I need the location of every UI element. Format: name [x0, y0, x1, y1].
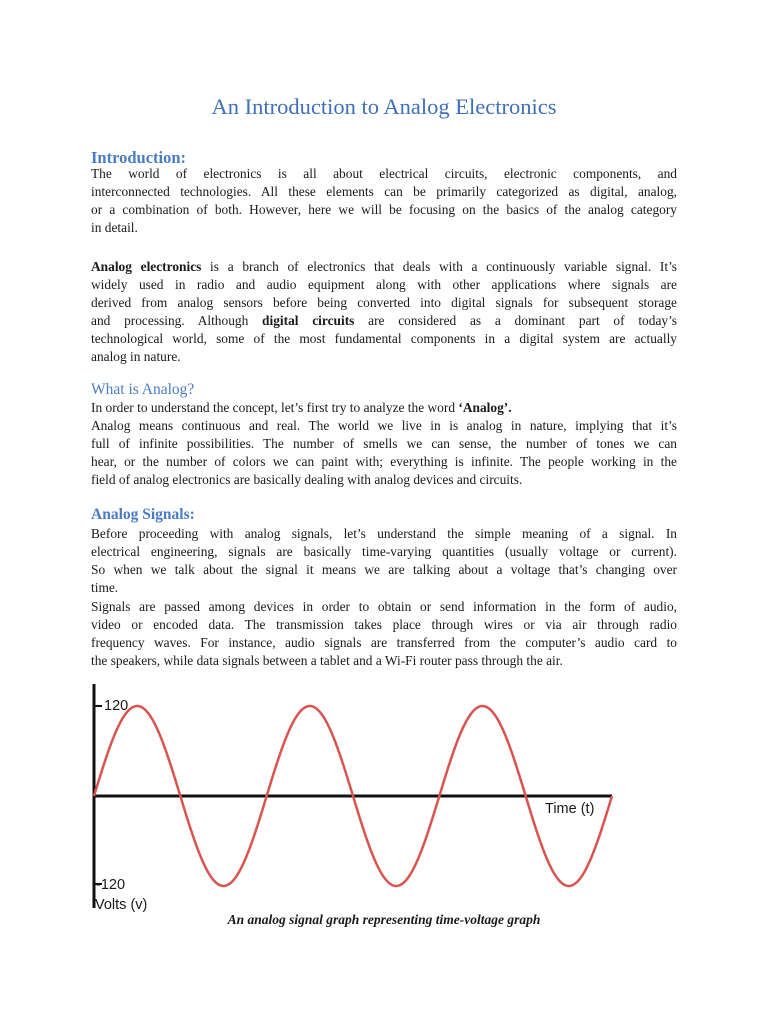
introduction-heading: Introduction: [91, 148, 187, 167]
analog-electronics-paragraph [91, 258, 677, 365]
analog-signals-paragraph-2 [91, 598, 677, 670]
x-axis-label: Time (t) [545, 801, 595, 817]
text-line: interconnected technologies. All these elements can be primarily categorized as digital, analog, [91, 183, 677, 199]
text-line: The world of electronics is all about electrical circuits, electronic components, and [91, 166, 677, 181]
bold-term: digital circuits [262, 312, 355, 328]
page-title: An Introduction to Analog Electronics [211, 94, 557, 119]
y-tick-label-top: 120 [104, 698, 129, 714]
text-line: and processing. Although digital circuits are considered as a dominant part of today’s [91, 312, 678, 328]
text-line: Analog electronics is a branch of electronics that deals with a continuously variable signal. It’s [91, 259, 677, 274]
bold-term: Analog electronics [91, 259, 202, 274]
text-line: In order to understand the concept, let’s first try to analyze the word ‘Analog’. [91, 400, 512, 415]
bold-term: ‘Analog’. [458, 400, 512, 415]
text-line: Analog means continuous and real. The world we live in is analog in nature, implying that it’s [91, 417, 677, 433]
text-line: Before proceeding with analog signals, let’s understand the simple meaning of a signal. In [91, 526, 677, 541]
text-line: So when we talk about the signal it means we are talking about a voltage that’s changing over [91, 561, 677, 577]
analog-signals-paragraph-1 [91, 525, 677, 597]
text-line: widely used in radio and audio equipment along with other applications where signals are [91, 276, 677, 292]
text-line: analog in nature. [91, 348, 181, 364]
text-line: the speakers, while data signals between a tablet and a Wi-Fi router pass through the air. [91, 652, 563, 668]
text-line: time. [91, 579, 119, 595]
text-line: in detail. [91, 219, 138, 235]
what-is-analog-paragraph [91, 399, 677, 489]
introduction-paragraph [91, 165, 677, 237]
text-line: hear, or the number of colors we can paint with; everything is infinite. The people working in the [91, 453, 677, 469]
y-axis-label: Volts (v) [95, 897, 148, 913]
y-tick-label-bottom: -120 [96, 877, 126, 893]
text-line: or a combination of both. However, here we will be focusing on the basics of the analog category [91, 201, 677, 217]
what-is-analog-heading: What is Analog? [91, 381, 195, 398]
text-line: full of infinite possibilities. The number of smells we can sense, the number of tones we can [91, 435, 677, 451]
sine-wave-graph [82, 676, 622, 916]
text-line: frequency waves. For instance, audio signals are transferred from the computer’s audio card to [91, 634, 677, 650]
text-line: derived from analog sensors before being converted into digital signals for subsequent storage [91, 294, 677, 310]
figure-caption: An analog signal graph representing time-voltage graph [227, 912, 541, 927]
analog-signals-heading: Analog Signals: [91, 506, 195, 523]
text-line: field of analog electronics are basically dealing with analog devices and circuits. [91, 471, 523, 487]
text-line: video or encoded data. The transmission takes place through wires or via air through radio [91, 616, 677, 632]
text-line: technological world, some of the most fundamental components in a digital system are actually [91, 330, 677, 346]
text-line: Signals are passed among devices in order to obtain or send information in the form of audio, [91, 599, 677, 614]
text-line: electrical engineering, signals are basically time-varying quantities (usually voltage or current). [91, 543, 677, 559]
